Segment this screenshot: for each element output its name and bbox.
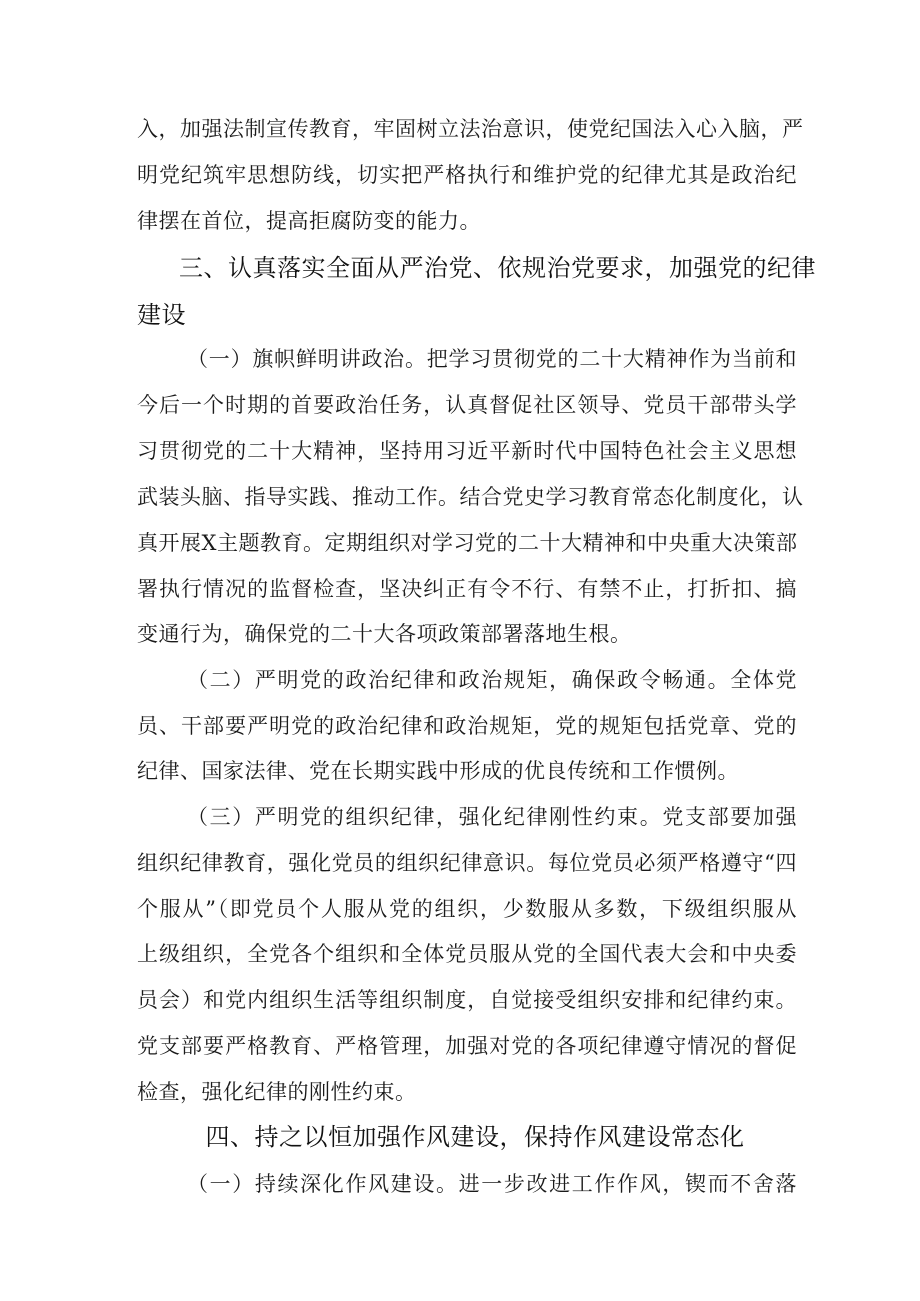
paragraph-line: 纪律、国家法律、党在长期实践中形成的优良传统和工作惯例。	[137, 759, 739, 783]
section-heading: 四、持之以恒加强作风建设，保持作风建设常态化	[205, 1123, 745, 1151]
paragraph-line: 个服从”（即党员个人服从党的组织，少数服从多数，下级组织服从	[137, 897, 797, 921]
paragraph-line: 变通行为，确保党的二十大各项政策部署落地生根。	[137, 622, 632, 646]
paragraph-line: （二）严明党的政治纪律和政治规矩，确保政令畅通。全体党	[187, 668, 797, 692]
paragraph-line: 今后一个时期的首要政治任务，认真督促社区领导、党员干部带头学	[137, 393, 797, 417]
paragraph-line: （一）旗帜鲜明讲政治。把学习贯彻党的二十大精神作为当前和	[187, 347, 797, 371]
paragraph-line: （三）严明党的组织纪律，强化纪律刚性约束。党支部要加强	[187, 805, 797, 829]
paragraph-line: 入，加强法制宣传教育，牢固树立法治意识，使党纪国法入心入脑，严	[137, 117, 804, 141]
paragraph-line: 员、干部要严明党的政治纪律和政治规矩，党的规矩包括党章、党的	[137, 714, 797, 738]
paragraph-line: 组织纪律教育，强化党员的组织纪律意识。每位党员必须严格遵守“四	[137, 851, 797, 875]
paragraph-line: 署执行情况的监督检查，坚决纠正有令不行、有禁不止，打折扣、搞	[137, 577, 797, 601]
paragraph-line: 武装头脑、指导实践、推动工作。结合党史学习教育常态化制度化，认	[137, 485, 804, 509]
paragraph-line: 上级组织，全党各个组织和全体党员服从党的全国代表大会和中央委	[137, 942, 797, 966]
paragraph-line: 真开展X主题教育。定期组织对学习党的二十大精神和中央重大决策部	[137, 531, 798, 555]
paragraph-line: 明党纪筑牢思想防线，切实把严格执行和维护党的纪律尤其是政治纪	[137, 163, 797, 187]
paragraph-line: 习贯彻党的二十大精神，坚持用习近平新时代中国特色社会主义思想	[137, 439, 797, 463]
paragraph-line: 党支部要严格教育、严格管理，加强对党的各项纪律遵守情况的督促	[137, 1034, 797, 1058]
paragraph-line: 律摆在首位，提高拒腐防变的能力。	[137, 209, 481, 233]
section-heading: 三、认真落实全面从严治党、依规治党要求，加强党的纪律	[179, 254, 816, 282]
paragraph-line: 员会）和党内组织生活等组织制度，自觉接受组织安排和纪律约束。	[137, 988, 797, 1012]
section-heading-cont: 建设	[137, 301, 186, 329]
paragraph-line: 检查，强化纪律的刚性约束。	[137, 1080, 417, 1104]
paragraph-line: （一）持续深化作风建设。进一步改进工作作风，锲而不舍落	[187, 1172, 797, 1196]
